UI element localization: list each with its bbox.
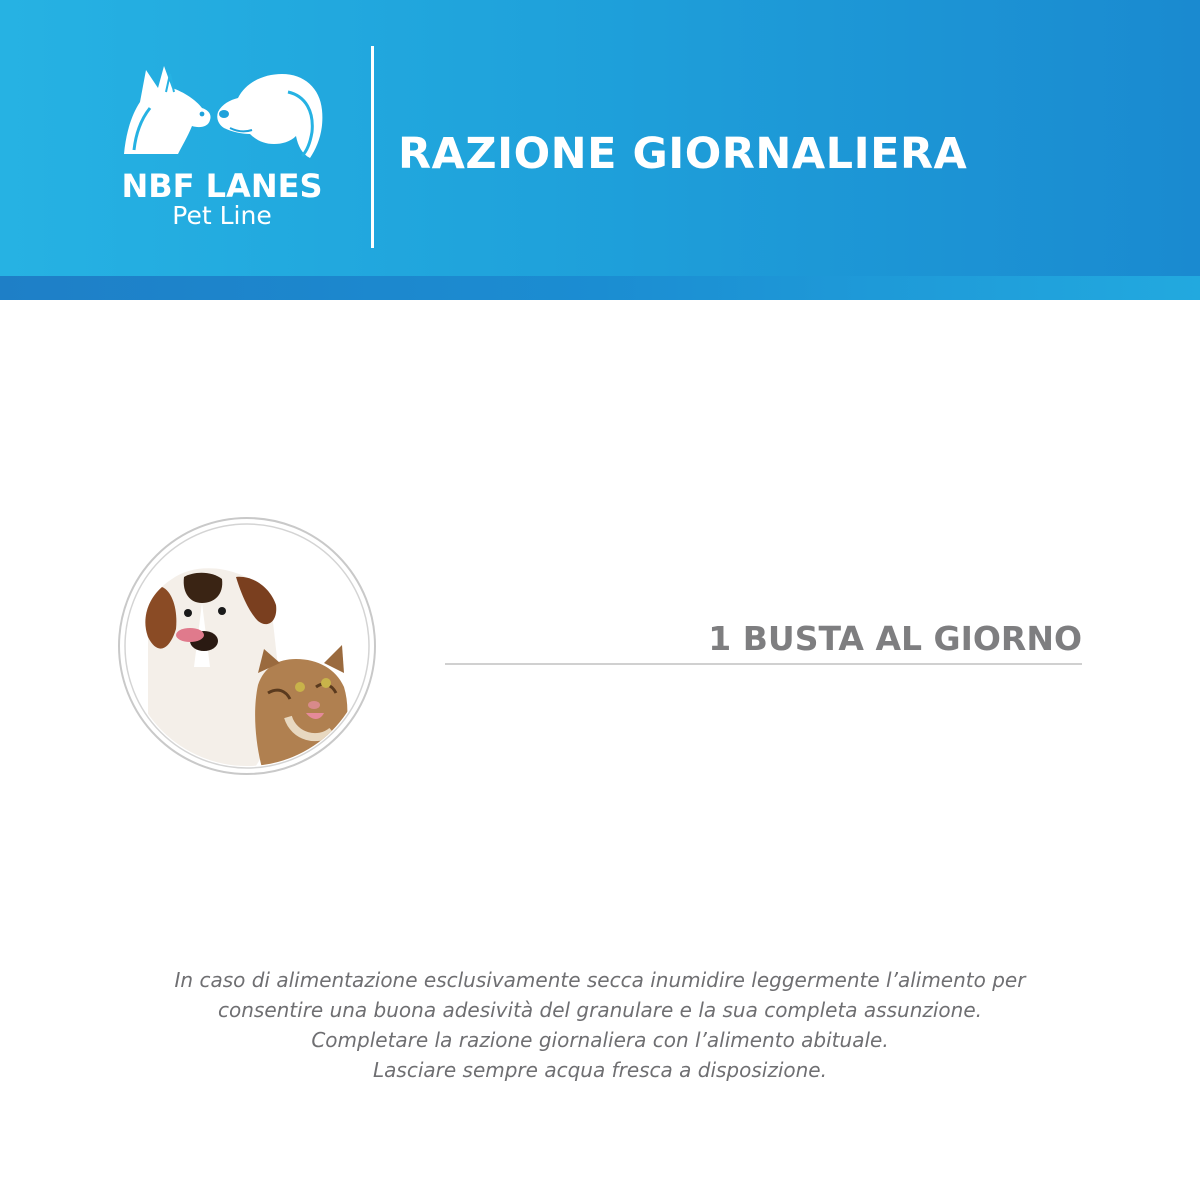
note-line: Completare la razione giornaliera con l’alimento abituale. <box>311 1028 889 1052</box>
brand-name: NBF LANES <box>121 167 323 205</box>
header-divider <box>371 46 374 248</box>
ration-underline <box>445 663 1082 665</box>
page-title: RAZIONE GIORNALIERA <box>398 129 968 179</box>
cat-and-dog-silhouette-icon <box>118 62 328 162</box>
header-banner <box>0 0 1200 300</box>
dog-and-cat-photo <box>118 517 376 775</box>
daily-ration-text: 1 BUSTA AL GIORNO <box>708 619 1082 658</box>
feeding-notes <box>60 965 1140 1085</box>
note-line: consentire una buona adesività del granulare e la sua completa assunzione. <box>217 998 982 1022</box>
header-bottom-band <box>0 276 1200 300</box>
note-line: Lasciare sempre acqua fresca a disposizione. <box>373 1058 827 1082</box>
brand-subtitle: Pet Line <box>172 201 272 230</box>
note-line: In caso di alimentazione esclusivamente secca inumidire leggermente l’alimento per <box>174 968 1026 992</box>
